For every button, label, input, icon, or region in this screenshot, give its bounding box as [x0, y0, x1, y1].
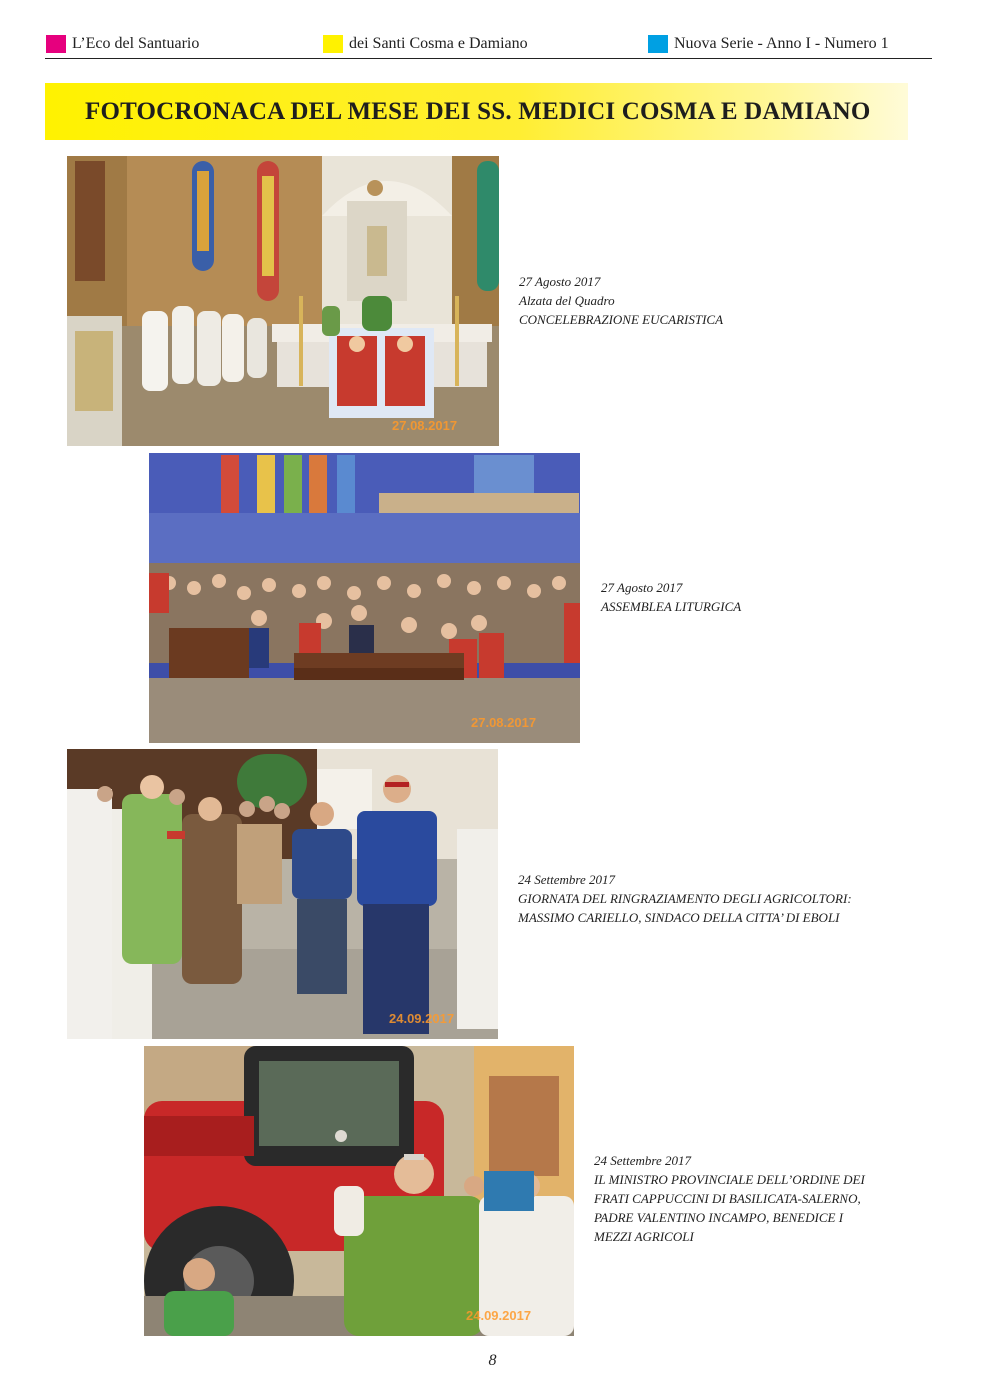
- magenta-square-icon: [46, 35, 66, 53]
- caption-line: MEZZI AGRICOLI: [594, 1229, 694, 1244]
- header-left-text: L’Eco del Santuario: [72, 35, 200, 52]
- yellow-square-icon: [323, 35, 343, 53]
- header-center-text: dei Santi Cosma e Damiano: [349, 35, 528, 52]
- caption-line: MASSIMO CARIELLO, SINDACO DELLA CITTA’ DI EBOLI: [518, 910, 840, 925]
- photo-assembly: [149, 453, 580, 743]
- cyan-square-icon: [648, 35, 668, 53]
- page-header: [0, 0, 985, 62]
- header-right-text: Nuova Serie - Anno I - Numero 1: [674, 35, 889, 52]
- photo-date-stamp: 24.09.2017: [389, 1011, 455, 1026]
- page-number: 8: [488, 1352, 497, 1369]
- header-right: [648, 34, 889, 54]
- caption-line: 24 Settembre 2017: [594, 1153, 691, 1168]
- caption-line: 27 Agosto 2017: [601, 580, 683, 595]
- header-center: [323, 34, 528, 54]
- photo-date-stamp: 27.08.2017: [392, 418, 458, 433]
- title-band: [45, 83, 908, 140]
- caption-line: CONCELEBRAZIONE EUCARISTICA: [519, 312, 724, 327]
- photo-date-stamp: 24.09.2017: [466, 1308, 532, 1323]
- caption-2: [601, 578, 741, 616]
- photo-date-stamp: 27.08.2017: [471, 715, 537, 730]
- photo-blessing-tractors: [144, 1046, 574, 1336]
- caption-4: [594, 1151, 865, 1246]
- header-left: [46, 34, 199, 54]
- photo-thanksgiving: [67, 749, 498, 1039]
- caption-line: Alzata del Quadro: [519, 293, 615, 308]
- caption-line: GIORNATA DEL RINGRAZIAMENTO DEGLI AGRICOLTORI:: [518, 891, 852, 906]
- caption-3: [518, 870, 852, 927]
- caption-line: FRATI CAPPUCCINI DI BASILICATA-SALERNO,: [594, 1191, 861, 1206]
- caption-line: ASSEMBLEA LITURGICA: [601, 599, 742, 614]
- caption-line: PADRE VALENTINO INCAMPO, BENEDICE I: [594, 1210, 844, 1225]
- header-rule: [45, 58, 932, 59]
- caption-line: IL MINISTRO PROVINCIALE DELL’ORDINE DEI: [594, 1172, 865, 1187]
- photo-concelebration: [67, 156, 499, 446]
- caption-line: 24 Settembre 2017: [518, 872, 615, 887]
- page-title: FOTOCRONACA DEL MESE DEI SS. MEDICI COSMA E DAMIANO: [85, 98, 871, 125]
- caption-line: 27 Agosto 2017: [519, 274, 601, 289]
- caption-1: [519, 272, 723, 329]
